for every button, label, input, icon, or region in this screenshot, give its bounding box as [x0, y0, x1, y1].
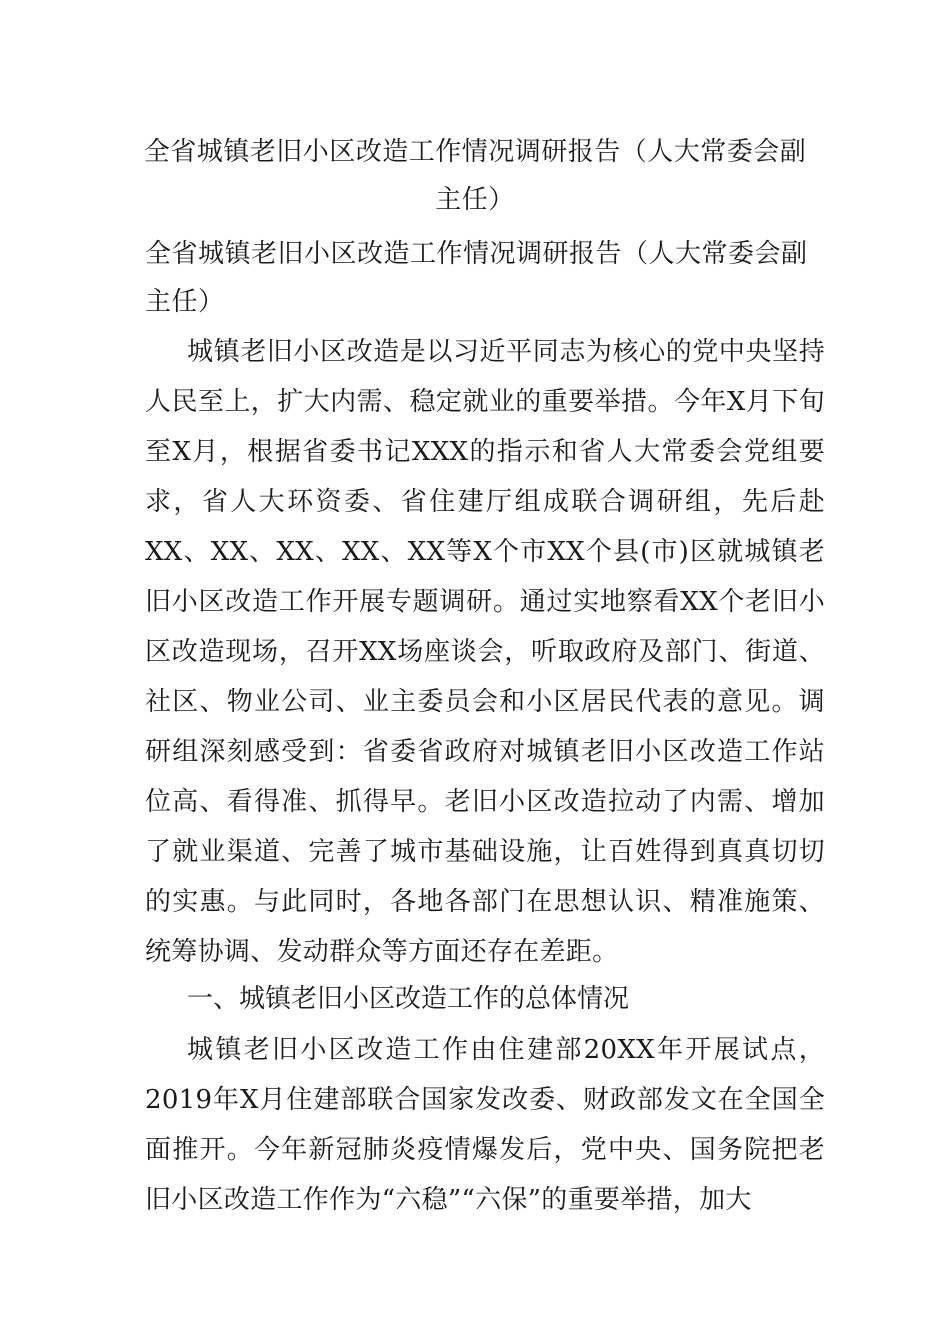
- paragraph-intro: 城镇老旧小区改造是以习近平同志为核心的党中央坚持人民至上，扩大内需、稳定就业的重要举措。今年X月下旬至X月，根据省委书记XXX的指示和省人大常委会党组要求，省人大环资委、省住建厅组成联合调研组，先后赴XX、XX、XX、XX、XX等X个市XX个县(市)区就城镇老旧小区改造工作开展专题调研。通过实地察看XX个老旧小区改造现场，召开XX场座谈会，听取政府及部门、街道、社区、物业公司、业主委员会和小区居民代表的意见。调研组深刻感受到：省委省政府对城镇老旧小区改造工作站位高、看得准、抓得早。老旧小区改造拉动了内需、增加了就业渠道、完善了城市基础设施，让百姓得到真真切切的实惠。与此同时，各地各部门在思想认识、精准施策、统筹协调、发动群众等方面还存在差距。: [145, 337, 825, 967]
- paragraph-section-1: 城镇老旧小区改造工作由住建部20XX年开展试点，2019年X月住建部联合国家发改委、财政部发文在全国全面推开。今年新冠肺炎疫情爆发后，党中央、国务院把老旧小区改造工作作为“六稳”“六保”的重要举措，加大: [145, 1035, 825, 1215]
- document-title: 全省城镇老旧小区改造工作情况调研报告（人大常委会副主任）: [143, 137, 807, 215]
- document-subtitle: 全省城镇老旧小区改造工作情况调研报告（人大常委会副主任）: [145, 239, 808, 317]
- section-heading-1: 一、城镇老旧小区改造工作的总体情况: [187, 984, 630, 1014]
